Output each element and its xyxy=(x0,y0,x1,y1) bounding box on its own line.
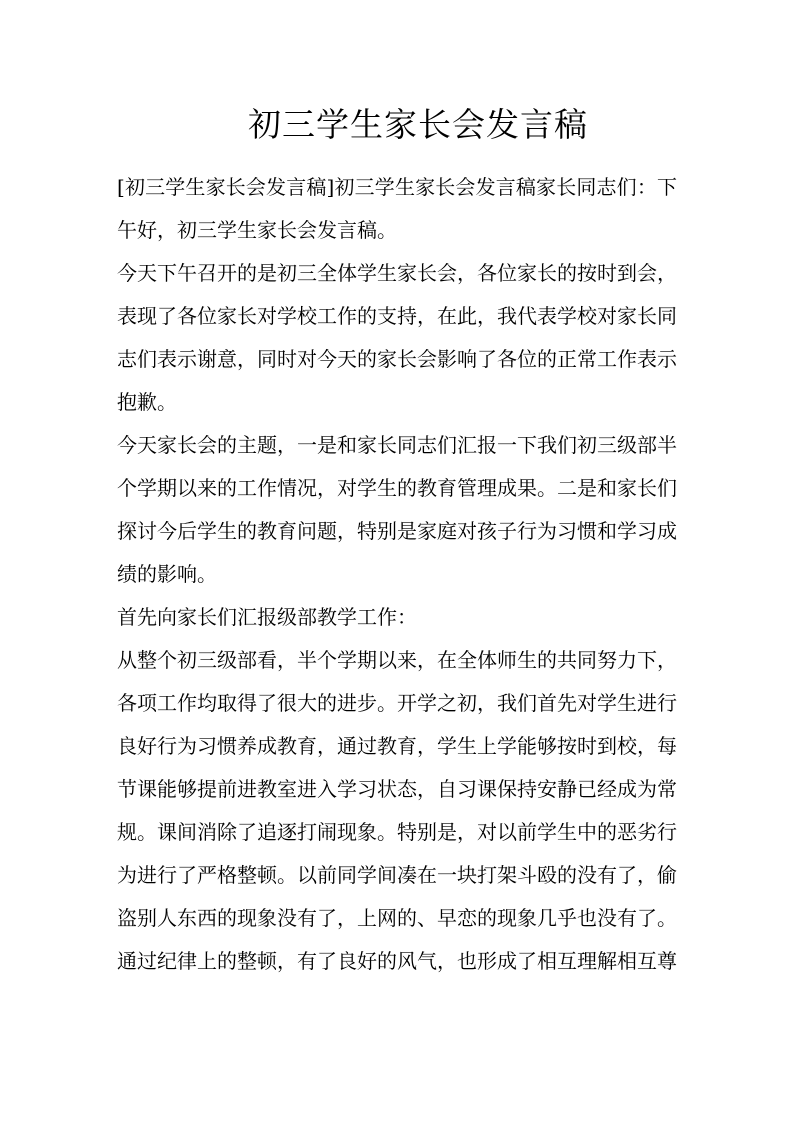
document-title: 初三学生家长会发言稿 xyxy=(248,105,588,144)
paragraph-report-body: 从整个初三级部看，半个学期以来，在全体师生的共同努力下，各项工作均取得了很大的进步。开学之初，我们首先对学生进行良好行为习惯养成教育，通过教育，学生上学能够按时到校，每节课能够提前进教室进入学习状态，自习课保持安静已经成为常规。课间消除了追逐打闹现象。特别是，对以前学生中的恶劣行为进行了严格整顿。以前同学间凑在一块打架斗殴的没有了，偷盗别人东西的现象没有了，上网的、早恋的现象几乎也没有了。通过纪律上的整顿，有了良好的风气，也形成了相互理解相互尊 xyxy=(117,648,677,973)
document-body xyxy=(117,166,677,983)
paragraph-report-heading: 首先向家长们汇报级部教学工作： xyxy=(117,605,417,629)
paragraph-theme: 今天家长会的主题，一是和家长同志们汇报一下我们初三级部半个学期以来的工作情况，对学生的教育管理成果。二是和家长们探讨今后学生的教育问题，特别是家庭对孩子行为习惯和学习成绩的影响。 xyxy=(117,433,677,586)
paragraph-intro: [初三学生家长会发言稿]初三学生家长会发言稿家长同志们：下午好，初三学生家长会发言稿。 xyxy=(117,175,677,242)
paragraph-welcome: 今天下午召开的是初三全体学生家长会，各位家长的按时到会，表现了各位家长对学校工作的支持，在此，我代表学校对家长同志们表示谢意，同时对今天的家长会影响了各位的正常工作表示抱歉。 xyxy=(117,261,677,414)
